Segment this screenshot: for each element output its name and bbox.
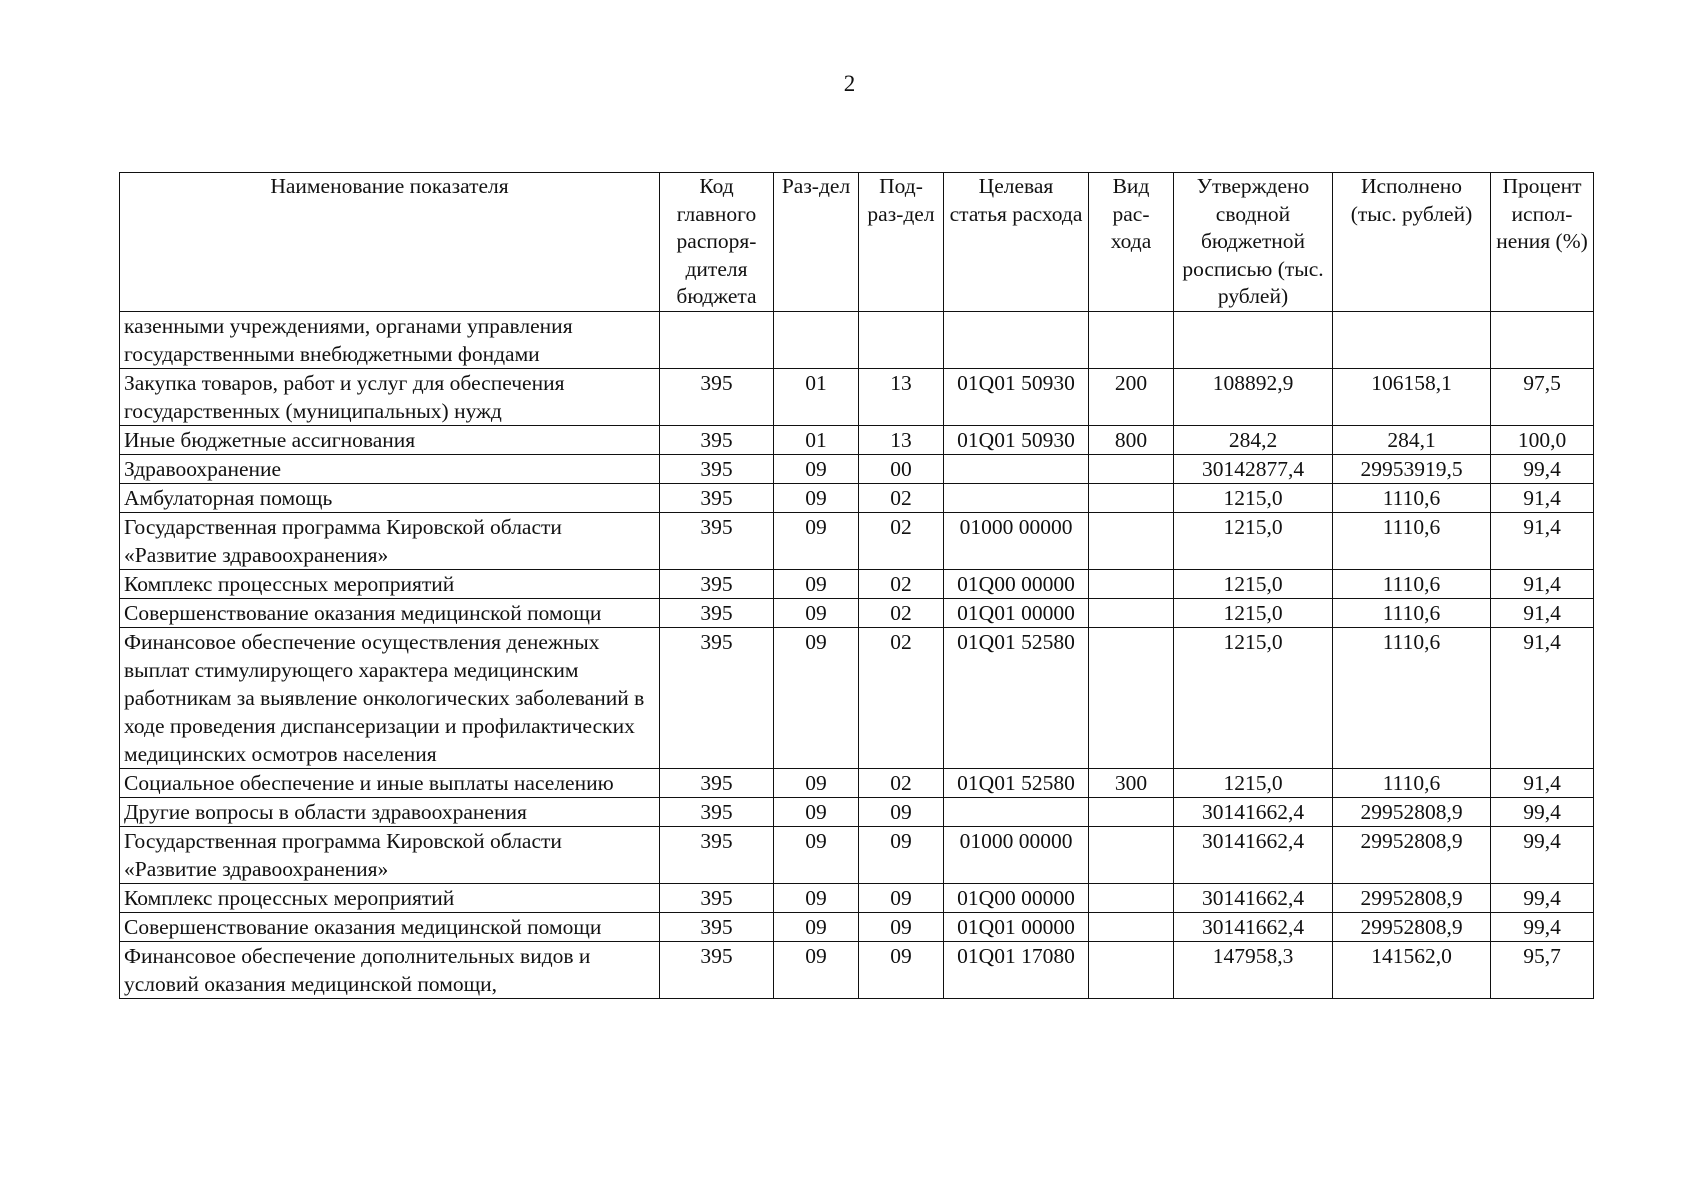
cell-ispolneno: 29953919,5	[1333, 454, 1491, 483]
table-row	[120, 454, 1594, 483]
table-body	[120, 311, 1594, 998]
cell-kod	[660, 311, 774, 368]
cell-name: Государственная программа Кировской области «Развитие здравоохранения»	[120, 826, 660, 883]
cell-podrazdel: 09	[859, 941, 944, 998]
cell-ispolneno: 141562,0	[1333, 941, 1491, 998]
cell-ispolneno: 29952808,9	[1333, 883, 1491, 912]
cell-statya	[944, 311, 1089, 368]
cell-name: Закупка товаров, работ и услуг для обеспечения государственных (муниципальных) нужд	[120, 368, 660, 425]
cell-name: Иные бюджетные ассигнования	[120, 425, 660, 454]
cell-ispolneno: 29952808,9	[1333, 826, 1491, 883]
table-row	[120, 912, 1594, 941]
cell-ispolneno: 1110,6	[1333, 512, 1491, 569]
cell-utverzhdeno: 30142877,4	[1174, 454, 1333, 483]
cell-name: Комплекс процессных мероприятий	[120, 883, 660, 912]
page-number: 2	[843, 71, 856, 96]
cell-procent: 91,4	[1491, 569, 1594, 598]
cell-ispolneno: 284,1	[1333, 425, 1491, 454]
cell-ispolneno: 1110,6	[1333, 768, 1491, 797]
cell-podrazdel: 00	[859, 454, 944, 483]
cell-utverzhdeno: 30141662,4	[1174, 826, 1333, 883]
cell-utverzhdeno: 1215,0	[1174, 569, 1333, 598]
cell-ispolneno: 1110,6	[1333, 483, 1491, 512]
cell-razdel: 09	[774, 826, 859, 883]
header-name: Наименование показателя	[120, 173, 660, 312]
cell-kod: 395	[660, 512, 774, 569]
cell-vid	[1089, 569, 1174, 598]
cell-ispolneno: 29952808,9	[1333, 912, 1491, 941]
cell-utverzhdeno: 108892,9	[1174, 368, 1333, 425]
cell-statya: 01Q01 52580	[944, 627, 1089, 768]
cell-statya: 01000 00000	[944, 826, 1089, 883]
cell-kod: 395	[660, 454, 774, 483]
table-row	[120, 569, 1594, 598]
cell-procent: 99,4	[1491, 826, 1594, 883]
cell-razdel: 09	[774, 883, 859, 912]
header-utverzhdeno: Утверждено сводной бюджетной росписью (тыс. рублей)	[1174, 173, 1333, 312]
cell-procent: 91,4	[1491, 627, 1594, 768]
cell-podrazdel: 02	[859, 512, 944, 569]
cell-podrazdel: 13	[859, 425, 944, 454]
cell-ispolneno: 29952808,9	[1333, 797, 1491, 826]
cell-vid	[1089, 826, 1174, 883]
cell-utverzhdeno: 1215,0	[1174, 768, 1333, 797]
cell-kod: 395	[660, 768, 774, 797]
cell-procent: 91,4	[1491, 598, 1594, 627]
cell-procent: 100,0	[1491, 425, 1594, 454]
cell-procent: 91,4	[1491, 512, 1594, 569]
cell-vid	[1089, 941, 1174, 998]
cell-utverzhdeno: 30141662,4	[1174, 912, 1333, 941]
cell-razdel: 09	[774, 483, 859, 512]
cell-vid	[1089, 454, 1174, 483]
cell-podrazdel: 09	[859, 883, 944, 912]
cell-procent: 99,4	[1491, 454, 1594, 483]
cell-name: казенными учреждениями, органами управления государственными внебюджетными фондами	[120, 311, 660, 368]
cell-podrazdel: 13	[859, 368, 944, 425]
cell-podrazdel: 09	[859, 826, 944, 883]
cell-podrazdel: 02	[859, 627, 944, 768]
cell-vid: 200	[1089, 368, 1174, 425]
cell-razdel: 09	[774, 569, 859, 598]
header-razdel: Раз-дел	[774, 173, 859, 312]
cell-utverzhdeno: 147958,3	[1174, 941, 1333, 998]
cell-name: Финансовое обеспечение дополнительных видов и условий оказания медицинской помощи,	[120, 941, 660, 998]
cell-vid	[1089, 483, 1174, 512]
cell-name: Государственная программа Кировской области «Развитие здравоохранения»	[120, 512, 660, 569]
cell-procent: 91,4	[1491, 768, 1594, 797]
cell-name: Здравоохранение	[120, 454, 660, 483]
cell-kod: 395	[660, 797, 774, 826]
cell-vid: 300	[1089, 768, 1174, 797]
cell-kod: 395	[660, 627, 774, 768]
cell-kod: 395	[660, 425, 774, 454]
cell-utverzhdeno: 30141662,4	[1174, 883, 1333, 912]
cell-ispolneno	[1333, 311, 1491, 368]
table-row	[120, 883, 1594, 912]
cell-statya: 01Q01 50930	[944, 425, 1089, 454]
cell-podrazdel: 09	[859, 797, 944, 826]
cell-razdel: 01	[774, 425, 859, 454]
header-statya: Целевая статья расхода	[944, 173, 1089, 312]
header-ispolneno: Исполнено (тыс. рублей)	[1333, 173, 1491, 312]
cell-procent: 95,7	[1491, 941, 1594, 998]
cell-kod: 395	[660, 912, 774, 941]
cell-procent: 91,4	[1491, 483, 1594, 512]
cell-name: Социальное обеспечение и иные выплаты населению	[120, 768, 660, 797]
cell-ispolneno: 1110,6	[1333, 627, 1491, 768]
table-row	[120, 768, 1594, 797]
cell-utverzhdeno: 1215,0	[1174, 627, 1333, 768]
cell-kod: 395	[660, 569, 774, 598]
header-vid: Вид рас-хода	[1089, 173, 1174, 312]
cell-vid	[1089, 912, 1174, 941]
cell-utverzhdeno: 1215,0	[1174, 512, 1333, 569]
cell-razdel: 09	[774, 598, 859, 627]
cell-utverzhdeno: 1215,0	[1174, 598, 1333, 627]
cell-razdel: 09	[774, 768, 859, 797]
cell-kod: 395	[660, 883, 774, 912]
cell-podrazdel: 02	[859, 768, 944, 797]
cell-utverzhdeno: 284,2	[1174, 425, 1333, 454]
table-row	[120, 425, 1594, 454]
cell-statya: 01Q01 17080	[944, 941, 1089, 998]
cell-ispolneno: 1110,6	[1333, 569, 1491, 598]
cell-statya: 01Q01 50930	[944, 368, 1089, 425]
cell-statya: 01Q01 00000	[944, 912, 1089, 941]
cell-utverzhdeno	[1174, 311, 1333, 368]
cell-kod: 395	[660, 368, 774, 425]
cell-vid	[1089, 311, 1174, 368]
cell-razdel: 09	[774, 454, 859, 483]
cell-vid: 800	[1089, 425, 1174, 454]
header-kod: Код главного распоря-дителя бюджета	[660, 173, 774, 312]
cell-razdel: 01	[774, 368, 859, 425]
cell-podrazdel	[859, 311, 944, 368]
cell-razdel	[774, 311, 859, 368]
cell-procent	[1491, 311, 1594, 368]
cell-kod: 395	[660, 941, 774, 998]
table-header-row	[120, 173, 1594, 312]
table-row	[120, 797, 1594, 826]
cell-ispolneno: 1110,6	[1333, 598, 1491, 627]
cell-statya: 01000 00000	[944, 512, 1089, 569]
cell-vid	[1089, 512, 1174, 569]
cell-statya	[944, 797, 1089, 826]
cell-procent: 97,5	[1491, 368, 1594, 425]
cell-ispolneno: 106158,1	[1333, 368, 1491, 425]
header-procent: Процент испол-нения (%)	[1491, 173, 1594, 312]
cell-utverzhdeno: 1215,0	[1174, 483, 1333, 512]
cell-name: Совершенствование оказания медицинской помощи	[120, 912, 660, 941]
cell-statya: 01Q00 00000	[944, 569, 1089, 598]
table-row	[120, 598, 1594, 627]
cell-vid	[1089, 598, 1174, 627]
cell-name: Совершенствование оказания медицинской помощи	[120, 598, 660, 627]
cell-utverzhdeno: 30141662,4	[1174, 797, 1333, 826]
cell-procent: 99,4	[1491, 797, 1594, 826]
table-row	[120, 368, 1594, 425]
cell-vid	[1089, 883, 1174, 912]
cell-statya: 01Q01 00000	[944, 598, 1089, 627]
cell-procent: 99,4	[1491, 883, 1594, 912]
cell-vid	[1089, 627, 1174, 768]
cell-razdel: 09	[774, 912, 859, 941]
cell-razdel: 09	[774, 941, 859, 998]
budget-execution-table	[119, 172, 1594, 999]
cell-podrazdel: 02	[859, 598, 944, 627]
cell-podrazdel: 02	[859, 569, 944, 598]
table-row	[120, 311, 1594, 368]
cell-kod: 395	[660, 483, 774, 512]
table-row	[120, 512, 1594, 569]
cell-statya	[944, 454, 1089, 483]
cell-podrazdel: 09	[859, 912, 944, 941]
table-row	[120, 941, 1594, 998]
cell-statya: 01Q00 00000	[944, 883, 1089, 912]
cell-vid	[1089, 797, 1174, 826]
cell-podrazdel: 02	[859, 483, 944, 512]
header-podrazdel: Под-раз-дел	[859, 173, 944, 312]
table-row	[120, 483, 1594, 512]
cell-name: Другие вопросы в области здравоохранения	[120, 797, 660, 826]
cell-razdel: 09	[774, 797, 859, 826]
cell-name: Финансовое обеспечение осуществления денежных выплат стимулирующего характера медицинским работникам за выявление онкологических заболеваний в ходе проведения диспансеризации и профилактических медицинских осмотров населения	[120, 627, 660, 768]
cell-kod: 395	[660, 826, 774, 883]
cell-statya	[944, 483, 1089, 512]
cell-statya: 01Q01 52580	[944, 768, 1089, 797]
table-row	[120, 826, 1594, 883]
cell-procent: 99,4	[1491, 912, 1594, 941]
cell-razdel: 09	[774, 512, 859, 569]
cell-razdel: 09	[774, 627, 859, 768]
table-row	[120, 627, 1594, 768]
cell-name: Комплекс процессных мероприятий	[120, 569, 660, 598]
cell-name: Амбулаторная помощь	[120, 483, 660, 512]
cell-kod: 395	[660, 598, 774, 627]
